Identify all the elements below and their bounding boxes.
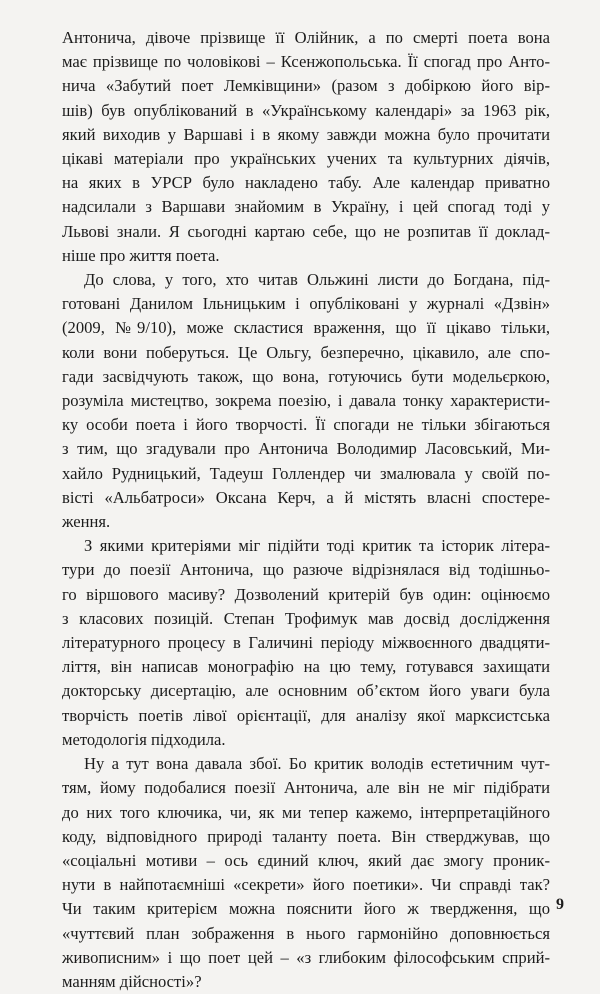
paragraph	[62, 752, 550, 994]
text-line: тям, йому подобалися поезії Антонича, але він не міг підібрати	[62, 778, 550, 798]
text-line: з тим, що згадували про Антонича Володимир Ласовський, Ми-	[62, 439, 550, 459]
page-number: 9	[556, 896, 564, 913]
text-line: хайло Рудницький, Тадеуш Голлендер чи змалювала у своїй по-	[62, 463, 550, 483]
paragraph	[62, 26, 550, 268]
text-line: го віршового масиву? Дозволений критерій був один: оцінюємо	[62, 584, 550, 604]
text-line: коли вони поберуться. Це Ольгу, безперечно, цікавило, але спо-	[62, 342, 550, 362]
text-line: до них того ключика, чи, як ми тепер кажемо, інтерпретаційного	[62, 802, 550, 822]
text-line: ніше про життя поета.	[62, 245, 220, 265]
text-line: нути в найпотаємніші «секрети» його поетики». Чи справді так?	[62, 875, 550, 895]
text-line: ку особи поета і його творчості. Її спогади не тільки збігаються	[62, 415, 550, 435]
text-line: Антонича, дівоче прізвище її Олійник, а по смерті поета вона	[62, 28, 550, 47]
text-line: коду, відповідного природі таланту поета. Він стверджував, що	[62, 826, 550, 846]
text-line: Львові знали. Я сьогодні картаю себе, що не розпитав її доклад-	[62, 221, 550, 241]
text-line: докторську дисертацію, але основним об’єктом його уваги була	[62, 681, 550, 701]
text-line: (2009, №9/10), може скластися враження, що її цікаво тільки,	[62, 318, 550, 338]
text-line: Ну а тут вона давала збої. Бо критик володів естетичним чут-	[84, 754, 550, 774]
text-line: який виходив у Варшаві і в якому завжди можна було прочитати	[62, 124, 550, 144]
paragraph	[62, 534, 550, 752]
text-line: надсилали з Варшави знайомим в Україну, і цей спогад тоді у	[62, 197, 550, 217]
text-line: З якими критеріями міг підійти тоді критик та історик літера-	[84, 536, 550, 556]
text-line: «соціальні мотиви – ось єдиний ключ, який дає змогу проник-	[62, 850, 550, 870]
text-line: «чуттєвий план зображення в нього гармонійно доповнюється	[62, 923, 550, 943]
text-line: живописним» і що поет цей – «з глибоким філософським сприй-	[62, 947, 550, 967]
text-line: готовані Данилом Ільницьким і опубліковані у журналі «Дзвін»	[62, 294, 550, 314]
text-line: манням дійсності»?	[62, 971, 202, 991]
text-line: До слова, у того, хто читав Ольжині листи до Богдана, під-	[84, 270, 550, 290]
text-line: розуміла мистецтво, зокрема поезію, і давала тонку характеристи-	[62, 391, 550, 411]
text-line: шів) був опублікований в «Українському календарі» за 1963 рік,	[62, 100, 550, 120]
text-line: літературного процесу в Галичині періоду міжвоєнного двадцяти-	[62, 633, 550, 653]
text-line: нича «Забутий поет Лемківщини» (разом з добіркою його вір-	[62, 76, 550, 96]
text-line: творчість поетів лівої орієнтації, для аналізу якої марксистська	[62, 705, 550, 725]
text-line: Чи таким критерієм можна пояснити його ж твердження, що	[62, 899, 550, 919]
text-line: на яких в УРСР було накладено табу. Але календар приватно	[62, 173, 550, 193]
text-line: вісті «Альбатроси» Оксана Керч, а й містять власні спостере-	[62, 487, 550, 507]
text-line: ження.	[62, 512, 111, 532]
text-line: гади засвідчують також, що вона, готуючись бути модельєркою,	[62, 366, 550, 386]
text-line: цікаві матеріали про українських учених та культурних діячів,	[62, 149, 550, 169]
text-line: ліття, він написав монографію на цю тему, готувався захищати	[62, 657, 550, 677]
text-line: методологія підходила.	[62, 729, 226, 749]
page-body	[62, 26, 550, 994]
text-line: з класових позицій. Степан Трофимук мав досвід дослідження	[62, 608, 550, 628]
text-line: тури до поезії Антонича, що разюче відрізнялася від тодішньо-	[62, 560, 550, 580]
text-line: має прізвище по чоловікові – Ксенжопольська. Її спогад про Анто-	[62, 52, 550, 72]
paragraph	[62, 268, 550, 534]
